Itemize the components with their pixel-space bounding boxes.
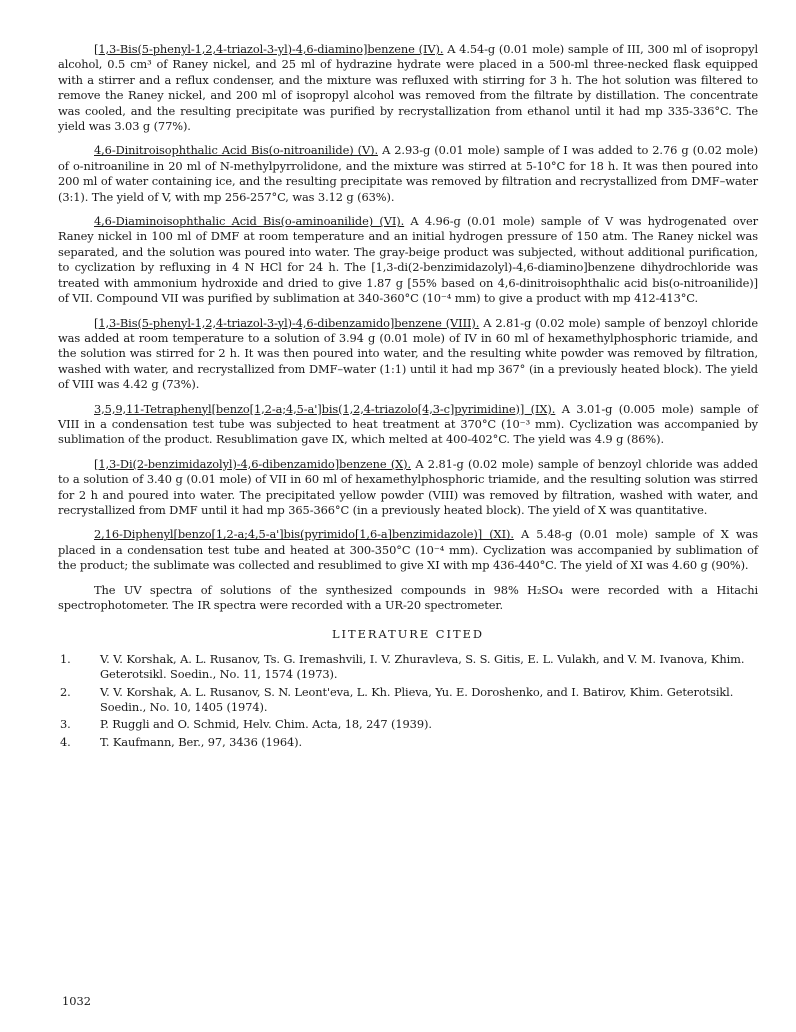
literature-cited-title: LITERATURE CITED [331,627,485,642]
body-spectra: The UV spectra of solutions of the synthesized compounds in 98% H₂SO₄ were recorded with a Hitachi spectrophotometer. The IR spectra were recorded with a UR-20 spectrometer. [58,582,758,612]
body-compound-v: A 2.93-g (0.01 mole) sample of I was added to 2.76 g (0.02 mole) of o-nitroaniline in 20 ml of N-methylpyrrolidone, and the mixture was stirred at 5-10°C for 18 h. It was then poured into 200 ml of water containing ice, and the resulting precipitate was removed by filtration and recrystallized from DMF–water (3:1). The yield of V, with mp 256-257°C, was 3.12 g (63%). [58,143,758,204]
body-compound-viii: A 2.81-g (0.02 mole) sample of benzoyl chloride was added at room temperature to a solution of 3.94 g (0.01 mole) of IV in 60 ml of hexamethylphosphoric triamide, and the solution was stirred for 2 h. It was then poured into water, and the resulting white powder was removed by filtration, washed with water, and recrystallized from DMF–water (1:1) until it had mp 367° (in a previously heated block). The yield of VIII was 4.42 g (73%). [58,315,758,392]
reference-list [58,652,758,750]
paragraph-spectra [58,583,758,614]
paragraph-compound-x [58,457,758,519]
heading-compound-x: [1,3-Di(2-benzimidazolyl)-4,6-dibenzamido]benzene (X). [94,456,412,471]
reference-number: 4. [60,734,71,749]
reference-number: 3. [60,717,71,732]
reference-text: P. Ruggli and O. Schmid, Helv. Chim. Acta, 18, 247 (1939). [100,717,432,732]
paper-page [58,42,758,752]
paragraph-compound-xi [58,527,758,573]
paragraph-compound-ix [58,402,758,448]
paragraph-compound-viii [58,316,758,393]
reference-item [58,717,758,732]
body-compound-x: A 2.81-g (0.02 mole) sample of benzoyl chloride was added to a solution of 3.40 g (0.01 mole) of VII in 60 ml of hexamethylphosphoric triamide, and the resulting solution was stirred for 2 h and poured into water. The precipitated yellow powder (VIII) was removed by filtration, washed with water, and recrystallized from DMF until it had mp 365-366°C (in a previously heated block). The yield of X was quantitative. [58,456,758,517]
body-compound-xi: A 5.48-g (0.01 mole) sample of X was placed in a condensation test tube and heated at 300-350°C (10⁻⁴ mm). Cyclization was accompanied by sublimation of the product; the sublimate was collected and resublimed to give XI with mp 436-440°C. The yield of XI was 4.60 g (90%). [58,527,758,573]
reference-number: 2. [60,684,71,699]
body-compound-vi: A 4.96-g (0.01 mole) sample of V was hydrogenated over Raney nickel in 100 ml of DMF at room temperature and an initial hydrogen pressure of 150 atm. The Raney nickel was separated, and the solution was poured into water. The gray-beige product was subjected, without additional purification, to cyclization by refluxing in 4 N HCl for 24 h. The [1,3-di(2-benzimidazolyl)-4,6-diamino]benzene dihydrochloride was treated with ammonium hydroxide and dried to give 1.87 g [55% based on 4,6-dinitroisophthalic acid bis(o-nitroanilide)] of VII. Compound VII was purified by sublimation at 340-360°C (10⁻⁴ mm) to give a product with mp 412-413°C. [58,214,758,306]
reference-text: V. V. Korshak, A. L. Rusanov, S. N. Leont'eva, L. Kh. Plieva, Yu. E. Doroshenko, and I. Batirov, Khim. Geterotsikl. Soedin., No. 10, 1405 (1974). [100,684,734,715]
reference-item [58,685,758,716]
experimental-section [58,42,758,613]
paragraph-compound-iv [58,42,758,134]
heading-compound-ix: 3,5,9,11-Tetraphenyl[benzo[1,2-a;4,5-a']bis(1,2,4-triazolo[4,3-c]pyrimidine)] (IX). [94,401,556,416]
reference-number: 1. [60,651,71,666]
reference-text: V. V. Korshak, A. L. Rusanov, Ts. G. Iremashvili, I. V. Zhuravleva, S. S. Gitis, E. L. Vulakh, and V. M. Ivanova, Khim. Geterotsikl. Soedin., No. 11, 1574 (1973). [100,651,745,682]
page-number: 1032 [62,994,91,1008]
heading-compound-iv: [1,3-Bis(5-phenyl-1,2,4-triazol-3-yl)-4,6-diamino]benzene (IV). [94,42,444,56]
body-compound-iv: A 4.54-g (0.01 mole) sample of III, 300 ml of isopropyl alcohol, 0.5 cm³ of Raney nickel, and 25 ml of hydrazine hydrate were placed in a 500-ml three-necked flask equipped with a stirrer and a reflux condenser, and the mixture was refluxed with stirring for 3 h. The hot solution was filtered to remove the Raney nickel, and 200 ml of isopropyl alcohol was removed from the filtrate by distillation. The concentrate was cooled, and the resulting precipitate was purified by recrystallization from ethanol until it had mp 335-336°C. The yield was 3.03 g (77%). [58,42,758,134]
paragraph-compound-vi [58,214,758,306]
heading-compound-v: 4,6-Dinitroisophthalic Acid Bis(o-nitroanilide) (V). [94,143,378,158]
heading-compound-xi: 2,16-Diphenyl[benzo[1,2-a;4,5-a']bis(pyrimido[1,6-a]benzimidazole)] (XI). [94,527,514,542]
reference-item [58,652,758,683]
body-compound-ix: A 3.01-g (0.005 mole) sample of VIII in a condensation test tube was subjected to heat treatment at 370°C (10⁻³ mm). Cyclization was accompanied by sublimation of the product. Resublimation gave IX, which melted at 400-402°C. The yield was 4.9 g (86%). [58,401,759,447]
reference-item [58,735,758,750]
heading-compound-viii: [1,3-Bis(5-phenyl-1,2,4-triazol-3-yl)-4,6-dibenzamido]benzene (VIII). [94,315,480,330]
reference-text: T. Kaufmann, Ber., 97, 3436 (1964). [100,734,303,749]
heading-compound-vi: 4,6-Diaminoisophthalic Acid Bis(o-aminoanilide) (VI). [94,214,405,229]
paragraph-compound-v [58,143,758,205]
